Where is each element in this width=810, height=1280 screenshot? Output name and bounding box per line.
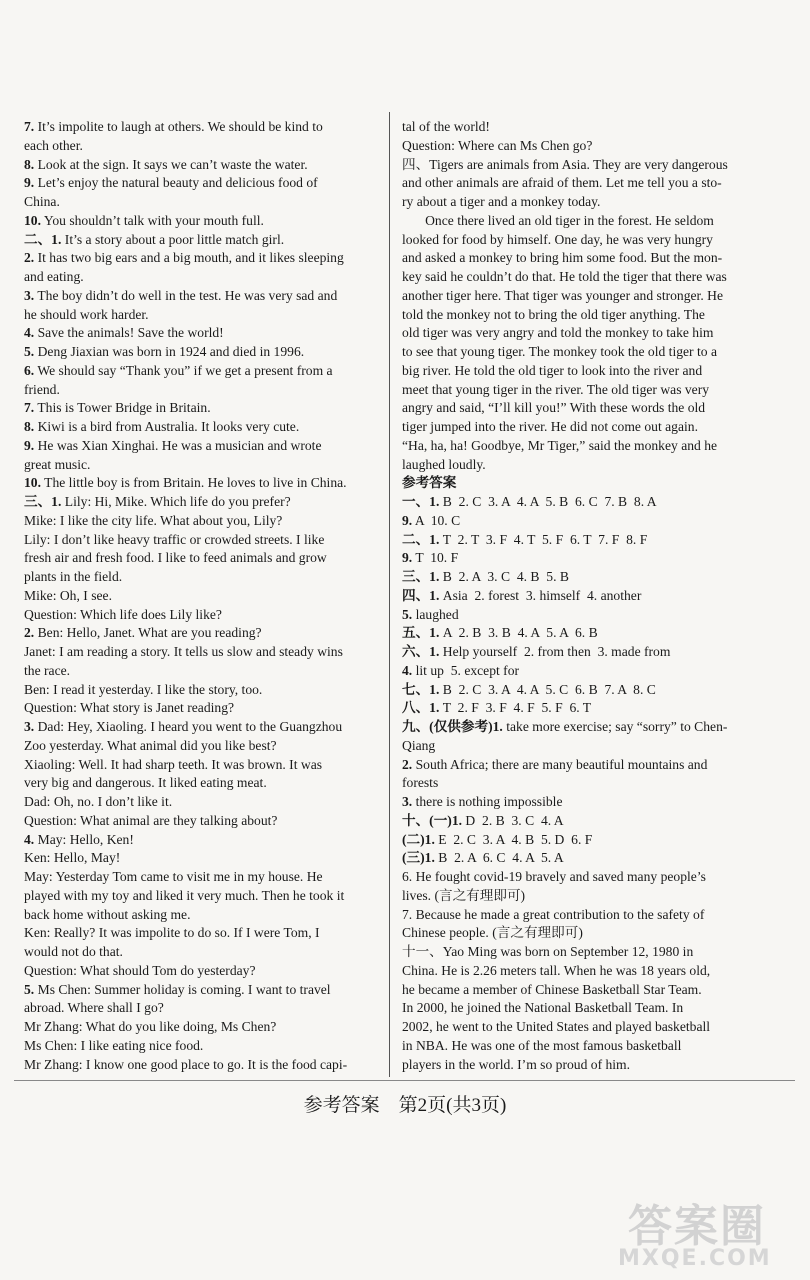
text-line (402, 137, 748, 156)
line-text: plants in the field. (24, 569, 123, 584)
text-line (402, 943, 748, 962)
text-line (402, 718, 748, 737)
line-text: and other animals are afraid of them. Let me tell you a sto- (402, 175, 722, 191)
text-line (402, 249, 748, 268)
text-line (402, 493, 748, 512)
text-line (24, 174, 376, 193)
item-number: 2. (24, 625, 35, 641)
line-text: You shouldn’t talk with your mouth full. (41, 212, 264, 228)
line-text: the race. (24, 662, 71, 678)
text-line (402, 624, 748, 643)
text-line (24, 493, 376, 512)
text-line (402, 831, 748, 850)
text-line (24, 681, 376, 700)
line-text: The boy didn’t do well in the test. He was very sad and (34, 287, 338, 303)
text-line (24, 924, 376, 943)
item-number: 五、1. (402, 625, 440, 641)
line-text: China. He is 2.26 meters tall. When he was 18 years old, (402, 962, 711, 978)
line-text: Chinese people. (言之有理即可) (402, 925, 583, 941)
line-text: 6. He fought covid-19 bravely and saved many people’s (402, 869, 706, 884)
line-text: take more exercise; say “sorry” to Chen- (502, 719, 728, 734)
text-line (402, 118, 748, 137)
text-line (24, 643, 376, 662)
line-text: It’s a story about a poor little match girl. (61, 231, 285, 247)
item-number: 4. (24, 831, 35, 847)
item-number: 10. (24, 475, 41, 491)
text-line (402, 981, 748, 1000)
line-text: laughed loudly. (402, 456, 486, 472)
item-number: 9. (24, 437, 35, 453)
line-text: He was Xian Xinghai. He was a musician and wrote (34, 437, 322, 453)
text-line (24, 699, 376, 718)
text-line (24, 193, 376, 212)
text-line (402, 774, 748, 793)
item-number: 5. (24, 344, 35, 359)
line-text: 7. Because he made a great contribution to the safety of (402, 906, 705, 922)
text-line (402, 699, 748, 718)
text-line (402, 643, 748, 662)
line-text: B 2. A 3. C 4. B 5. B (439, 569, 569, 584)
text-line (24, 362, 376, 381)
text-line (24, 774, 376, 793)
item-number: 8. (24, 156, 35, 172)
line-text: Look at the sign. It says we can’t waste the water. (34, 156, 308, 172)
text-line (24, 156, 376, 175)
right-column (402, 118, 748, 1074)
line-text: Qiang (402, 737, 436, 753)
text-line (24, 456, 376, 475)
item-number: 7. (24, 119, 35, 134)
line-text: Ben: I read it yesterday. I like the story, too. (24, 681, 263, 697)
line-text: T 2. T 3. F 4. T 5. F 6. T 7. F 8. F (439, 531, 648, 547)
text-line (24, 437, 376, 456)
text-line (24, 212, 376, 231)
text-line (402, 212, 748, 231)
text-line (24, 943, 376, 962)
text-line (402, 737, 748, 756)
line-text: key said he couldn’t do that. He told the tiger that there was (402, 269, 727, 284)
text-line (24, 906, 376, 925)
text-line (24, 512, 376, 531)
item-number: 10. (24, 212, 41, 228)
text-line (402, 156, 748, 175)
line-text: It has two big ears and a big mouth, and it likes sleeping (34, 250, 344, 266)
line-text: back home without asking me. (24, 906, 191, 922)
line-text: 十一、Yao Ming was born on September 12, 1980 in (402, 944, 694, 959)
line-text: would not do that. (24, 944, 123, 959)
text-line (402, 999, 748, 1018)
text-line (24, 981, 376, 1000)
item-number: 5. (402, 606, 413, 622)
line-text: We should say “Thank you” if we get a present from a (34, 362, 333, 378)
text-line (24, 962, 376, 981)
text-line (402, 812, 748, 831)
line-text: players in the world. I’m so proud of him. (402, 1056, 631, 1072)
line-text: The little boy is from Britain. He loves to live in China. (41, 475, 347, 491)
item-number: 4. (24, 325, 35, 341)
line-text: he should work harder. (24, 306, 149, 322)
line-text: great music. (24, 456, 91, 472)
watermark-url: MXQE.COM (618, 1246, 772, 1271)
line-text: B 2. C 3. A 4. A 5. B 6. C 7. B 8. A (439, 494, 657, 509)
text-line (24, 531, 376, 550)
item-number: 十、(一)1. (402, 812, 463, 828)
text-line (402, 906, 748, 925)
line-text: Question: Where can Ms Chen go? (402, 137, 593, 153)
text-line (24, 624, 376, 643)
line-text: 2002, he went to the United States and played basketball (402, 1019, 711, 1034)
line-text: 四、Tigers are animals from Asia. They are very dangerous (402, 156, 728, 172)
text-line (24, 999, 376, 1018)
text-line (24, 118, 376, 137)
item-number: 参考答案 (402, 475, 457, 491)
line-text: E 2. C 3. A 4. B 5. D 6. F (434, 831, 593, 847)
line-text: lit up 5. except for (412, 662, 520, 678)
text-line (402, 193, 748, 212)
line-text: China. (24, 194, 60, 209)
text-line (24, 718, 376, 737)
line-text: Lily: I don’t like heavy traffic or crowded streets. I like (24, 531, 325, 547)
text-line (402, 324, 748, 343)
line-text: ry about a tiger and a monkey today. (402, 194, 601, 209)
text-line (24, 568, 376, 587)
text-line (24, 868, 376, 887)
line-text: Mr Zhang: I know one good place to go. It is the food capi- (24, 1056, 348, 1072)
left-column (24, 118, 376, 1074)
item-number: 九、(仅供参考)1. (402, 719, 503, 734)
text-line (402, 174, 748, 193)
item-number: 8. (24, 419, 35, 434)
text-line (402, 1037, 748, 1056)
line-text: in NBA. He was one of the most famous basketball (402, 1037, 682, 1053)
line-text: Question: What animal are they talking about? (24, 812, 278, 828)
text-line (24, 737, 376, 756)
text-line (402, 287, 748, 306)
line-text: Zoo yesterday. What animal did you like best? (24, 737, 277, 753)
line-text: Ken: Really? It was impolite to do so. If I were Tom, I (24, 925, 320, 941)
text-line (402, 587, 748, 606)
text-line (402, 418, 748, 437)
line-text: Question: Which life does Lily like? (24, 606, 222, 622)
text-line (24, 793, 376, 812)
text-line (402, 681, 748, 700)
item-number: 三、1. (402, 569, 440, 584)
line-text: Kiwi is a bird from Australia. It looks very cute. (34, 419, 300, 434)
line-text: there is nothing impossible (412, 794, 563, 809)
text-line (402, 662, 748, 681)
line-text: This is Tower Bridge in Britain. (34, 400, 211, 416)
line-text: Ms Chen: I like eating nice food. (24, 1037, 204, 1053)
line-text: It’s impolite to laugh at others. We should be kind to (34, 119, 323, 134)
text-line (402, 962, 748, 981)
line-text: Janet: I am reading a story. It tells us slow and steady wins (24, 644, 343, 659)
text-line (402, 399, 748, 418)
text-line (24, 231, 376, 250)
line-text: A 10. C (412, 512, 461, 528)
line-text: Ben: Hello, Janet. What are you reading? (34, 625, 262, 641)
item-number: 9. (402, 550, 413, 566)
line-text: Mike: I like the city life. What about you, Lily? (24, 512, 283, 528)
text-line (24, 343, 376, 362)
line-text: T 10. F (412, 550, 459, 566)
item-number: 六、1. (402, 644, 440, 659)
text-line (24, 606, 376, 625)
line-text: played with my toy and liked it very much. Then he took it (24, 887, 345, 903)
line-text: big river. He told the old tiger to look into the river and (402, 362, 703, 378)
line-text: Ms Chen: Summer holiday is coming. I want to travel (34, 981, 331, 997)
text-line (402, 381, 748, 400)
line-text: another tiger here. That tiger was younger and stronger. He (402, 287, 723, 303)
text-line (402, 268, 748, 287)
line-text: each other. (24, 137, 83, 153)
column-divider (389, 112, 390, 1077)
line-text: and eating. (24, 269, 84, 284)
line-text: B 2. C 3. A 4. A 5. C 6. B 7. A 8. C (439, 681, 656, 697)
line-text: South Africa; there are many beautiful mountains and (412, 756, 708, 772)
text-line (402, 362, 748, 381)
text-line (24, 137, 376, 156)
item-number: 三、1. (24, 494, 62, 509)
text-line (24, 812, 376, 831)
text-line (402, 606, 748, 625)
site-watermark (610, 1190, 805, 1275)
item-number: 3. (402, 794, 413, 809)
line-text: Mr Zhang: What do you like doing, Ms Chen? (24, 1019, 277, 1034)
line-text: “Ha, ha, ha! Goodbye, Mr Tiger,” said the monkey and he (402, 437, 718, 453)
text-line (24, 324, 376, 343)
line-text: In 2000, he joined the National Basketball Team. In (402, 1000, 684, 1016)
item-number: 2. (402, 756, 413, 772)
item-number: 二、1. (24, 231, 62, 247)
line-text: tiger jumped into the river. He did not come out again. (402, 419, 698, 434)
line-text: Save the animals! Save the world! (34, 325, 224, 341)
line-text: laughed (412, 606, 459, 622)
text-line (24, 249, 376, 268)
line-text: Mike: Oh, I see. (24, 587, 112, 603)
line-text: friend. (24, 381, 60, 397)
text-line (24, 1037, 376, 1056)
line-text: Deng Jiaxian was born in 1924 and died in 1996. (34, 344, 305, 359)
line-text: Lily: Hi, Mike. Which life do you prefer? (61, 494, 291, 509)
line-text: Question: What story is Janet reading? (24, 700, 235, 716)
text-line (402, 868, 748, 887)
text-line (24, 831, 376, 850)
page-footer: 参考答案 第2页(共3页) (303, 1095, 507, 1116)
text-line (24, 849, 376, 868)
text-line (402, 343, 748, 362)
line-text: angry and said, “I’ll kill you!” With these words the old (402, 400, 706, 416)
line-text: Ken: Hello, May! (24, 850, 121, 866)
line-text: Asia 2. forest 3. himself 4. another (439, 587, 642, 603)
text-line (402, 1056, 748, 1075)
item-number: 9. (402, 512, 413, 528)
text-line (402, 924, 748, 943)
line-text: abroad. Where shall I go? (24, 1000, 164, 1016)
line-text: meet that young tiger in the river. The old tiger was very (402, 381, 710, 397)
text-line (402, 549, 748, 568)
line-text: lives. (言之有理即可) (402, 887, 526, 903)
text-line (402, 568, 748, 587)
text-line (402, 306, 748, 325)
line-text: and asked a monkey to bring him some food. But the mon- (402, 250, 723, 266)
text-line (24, 287, 376, 306)
text-line (24, 381, 376, 400)
text-line (24, 1018, 376, 1037)
text-line (24, 399, 376, 418)
line-text: Xiaoling: Well. It had sharp teeth. It was brown. It was (24, 756, 323, 772)
item-number: 3. (24, 287, 35, 303)
text-line (24, 662, 376, 681)
item-number: 八、1. (402, 700, 440, 716)
text-line (402, 756, 748, 775)
footer-rule (14, 1080, 795, 1081)
line-text: Once there lived an old tiger in the forest. He seldom (425, 212, 714, 228)
item-number: 3. (24, 719, 35, 734)
text-line (402, 793, 748, 812)
line-text: looked for food by himself. One day, he was very hungry (402, 231, 713, 247)
line-text: Dad: Oh, no. I don’t like it. (24, 794, 173, 809)
line-text: very big and dangerous. It liked eating meat. (24, 775, 267, 791)
text-line (402, 887, 748, 906)
item-number: 4. (402, 662, 413, 678)
line-text: B 2. A 6. C 4. A 5. A (434, 850, 564, 866)
text-line (24, 306, 376, 325)
item-number: 9. (24, 175, 35, 191)
item-number: 2. (24, 250, 35, 266)
text-line (24, 756, 376, 775)
line-text: told the monkey not to bring the old tiger anything. The (402, 306, 705, 322)
item-number: 一、1. (402, 494, 440, 509)
line-text: May: Yesterday Tom came to visit me in my house. He (24, 869, 323, 884)
line-text: T 2. F 3. F 4. F 5. F 6. T (439, 700, 592, 716)
text-line (24, 887, 376, 906)
text-line (402, 531, 748, 550)
line-text: tal of the world! (402, 119, 490, 134)
line-text: A 2. B 3. B 4. A 5. A 6. B (439, 625, 598, 641)
line-text: Let’s enjoy the natural beauty and delicious food of (34, 175, 318, 191)
text-line (24, 268, 376, 287)
line-text: fresh air and fresh food. I like to feed animals and grow (24, 550, 327, 566)
text-line (402, 456, 748, 475)
line-text: Help yourself 2. from then 3. made from (439, 644, 671, 659)
item-number: (二)1. (402, 831, 435, 847)
item-number: 5. (24, 981, 35, 997)
text-line (402, 1018, 748, 1037)
text-line (24, 418, 376, 437)
line-text: forests (402, 775, 439, 791)
text-line (24, 587, 376, 606)
item-number: 二、1. (402, 531, 440, 547)
line-text: May: Hello, Ken! (34, 831, 134, 847)
text-line (402, 512, 748, 531)
line-text: Dad: Hey, Xiaoling. I heard you went to the Guangzhou (34, 719, 343, 734)
text-line (402, 231, 748, 250)
line-text: Question: What should Tom do yesterday? (24, 962, 256, 978)
item-number: 7. (24, 400, 35, 416)
item-number: 6. (24, 362, 35, 378)
item-number: 四、1. (402, 587, 440, 603)
item-number: (三)1. (402, 850, 435, 866)
text-line (402, 849, 748, 868)
line-text: D 2. B 3. C 4. A (462, 812, 564, 828)
text-line (24, 1056, 376, 1075)
line-text: he became a member of Chinese Basketball Star Team. (402, 981, 702, 997)
text-line (24, 474, 376, 493)
item-number: 七、1. (402, 681, 440, 697)
text-line (402, 474, 748, 493)
watermark-logo-text: 答案圈 (628, 1201, 766, 1252)
line-text: old tiger was very angry and told the monkey to take him (402, 325, 714, 341)
text-line (402, 437, 748, 456)
text-line (24, 549, 376, 568)
line-text: to see that young tiger. The monkey took the old tiger to a (402, 344, 717, 359)
